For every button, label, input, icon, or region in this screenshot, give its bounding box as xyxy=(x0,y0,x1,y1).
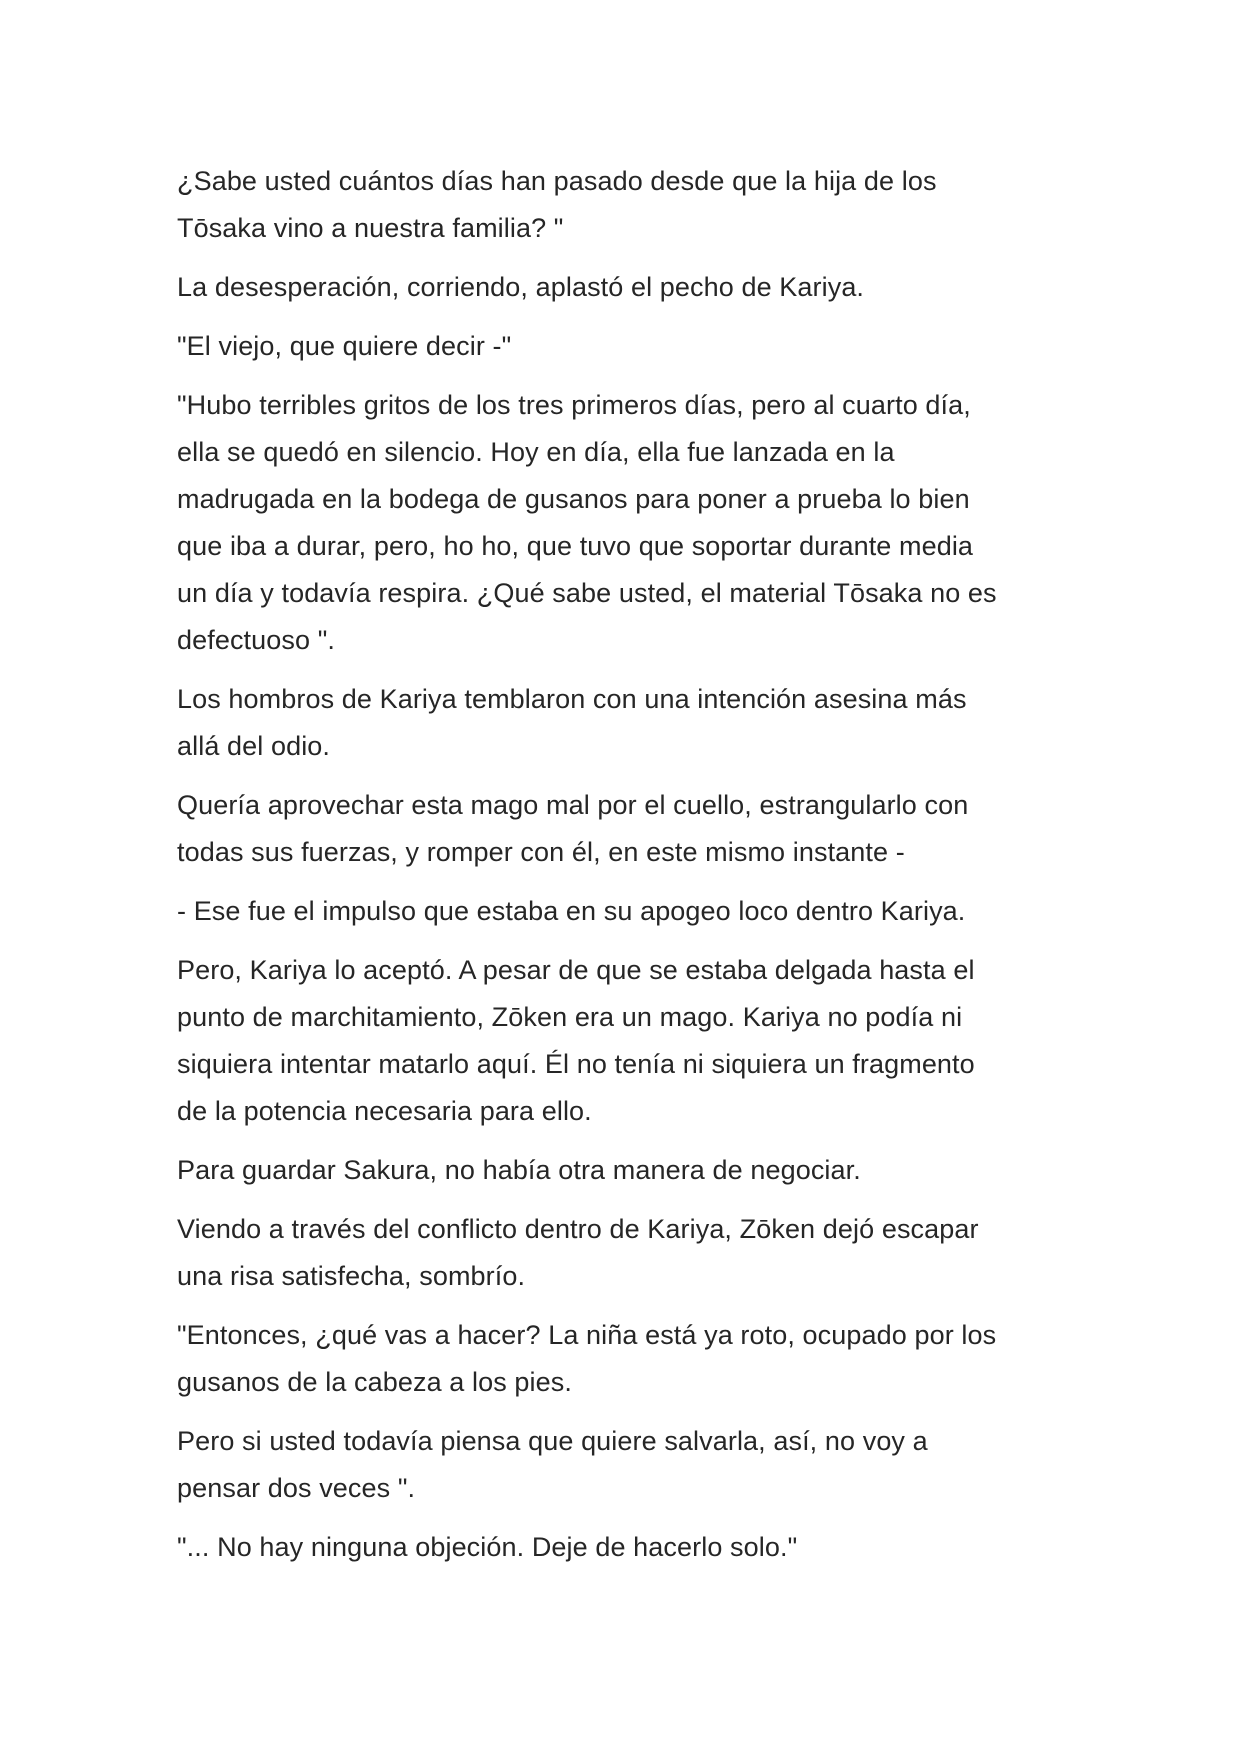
paragraph xyxy=(177,676,1077,770)
text-line: - Ese fue el impulso que estaba en su apogeo loco dentro Kariya. xyxy=(177,896,966,926)
text-line: allá del odio. xyxy=(177,731,331,761)
text-line: "Hubo terribles gritos de los tres primeros días, pero al cuarto día, xyxy=(177,390,971,420)
text-line: siquiera intentar matarlo aquí. Él no tenía ni siquiera un fragmento xyxy=(177,1049,975,1079)
text-line: "Entonces, ¿qué vas a hacer? La niña está ya roto, ocupado por los xyxy=(177,1320,997,1350)
text-line: La desesperación, corriendo, aplastó el pecho de Kariya. xyxy=(177,272,865,302)
paragraph xyxy=(177,1206,1077,1300)
text-line: Tōsaka vino a nuestra familia? " xyxy=(177,213,564,243)
paragraph xyxy=(177,158,1077,252)
paragraph xyxy=(177,888,1077,935)
text-line: Quería aprovechar esta mago mal por el cuello, estrangularlo con xyxy=(177,790,969,820)
text-line: Viendo a través del conflicto dentro de Kariya, Zōken dejó escapar xyxy=(177,1214,979,1244)
text-line: ella se quedó en silencio. Hoy en día, ella fue lanzada en la xyxy=(177,437,895,467)
paragraph xyxy=(177,1147,1077,1194)
text-line: Para guardar Sakura, no había otra manera de negociar. xyxy=(177,1155,861,1185)
text-line: que iba a durar, pero, ho ho, que tuvo que soportar durante media xyxy=(177,531,974,561)
paragraph xyxy=(177,323,1077,370)
text-line: Los hombros de Kariya temblaron con una intención asesina más xyxy=(177,684,967,714)
paragraph xyxy=(177,782,1077,876)
text-line: una risa satisfecha, sombrío. xyxy=(177,1261,526,1291)
paragraph xyxy=(177,947,1077,1135)
text-line: todas sus fuerzas, y romper con él, en este mismo instante - xyxy=(177,837,905,867)
paragraph xyxy=(177,382,1077,664)
body-text xyxy=(177,158,1077,1583)
text-line: defectuoso ". xyxy=(177,625,335,655)
text-line: gusanos de la cabeza a los pies. xyxy=(177,1367,572,1397)
paragraph xyxy=(177,264,1077,311)
text-line: de la potencia necesaria para ello. xyxy=(177,1096,592,1126)
text-line: Pero, Kariya lo aceptó. A pesar de que se estaba delgada hasta el xyxy=(177,955,975,985)
text-line: punto de marchitamiento, Zōken era un mago. Kariya no podía ni xyxy=(177,1002,963,1032)
text-line: "... No hay ninguna objeción. Deje de hacerlo solo." xyxy=(177,1532,798,1562)
paragraph xyxy=(177,1312,1077,1406)
text-line: ¿Sabe usted cuántos días han pasado desde que la hija de los xyxy=(177,166,937,196)
text-line: Pero si usted todavía piensa que quiere salvarla, así, no voy a xyxy=(177,1426,928,1456)
text-line: madrugada en la bodega de gusanos para poner a prueba lo bien xyxy=(177,484,970,514)
text-line: un día y todavía respira. ¿Qué sabe usted, el material Tōsaka no es xyxy=(177,578,997,608)
paragraph xyxy=(177,1418,1077,1512)
text-line: "El viejo, que quiere decir -" xyxy=(177,331,512,361)
text-line: pensar dos veces ". xyxy=(177,1473,416,1503)
paragraph xyxy=(177,1524,1077,1571)
